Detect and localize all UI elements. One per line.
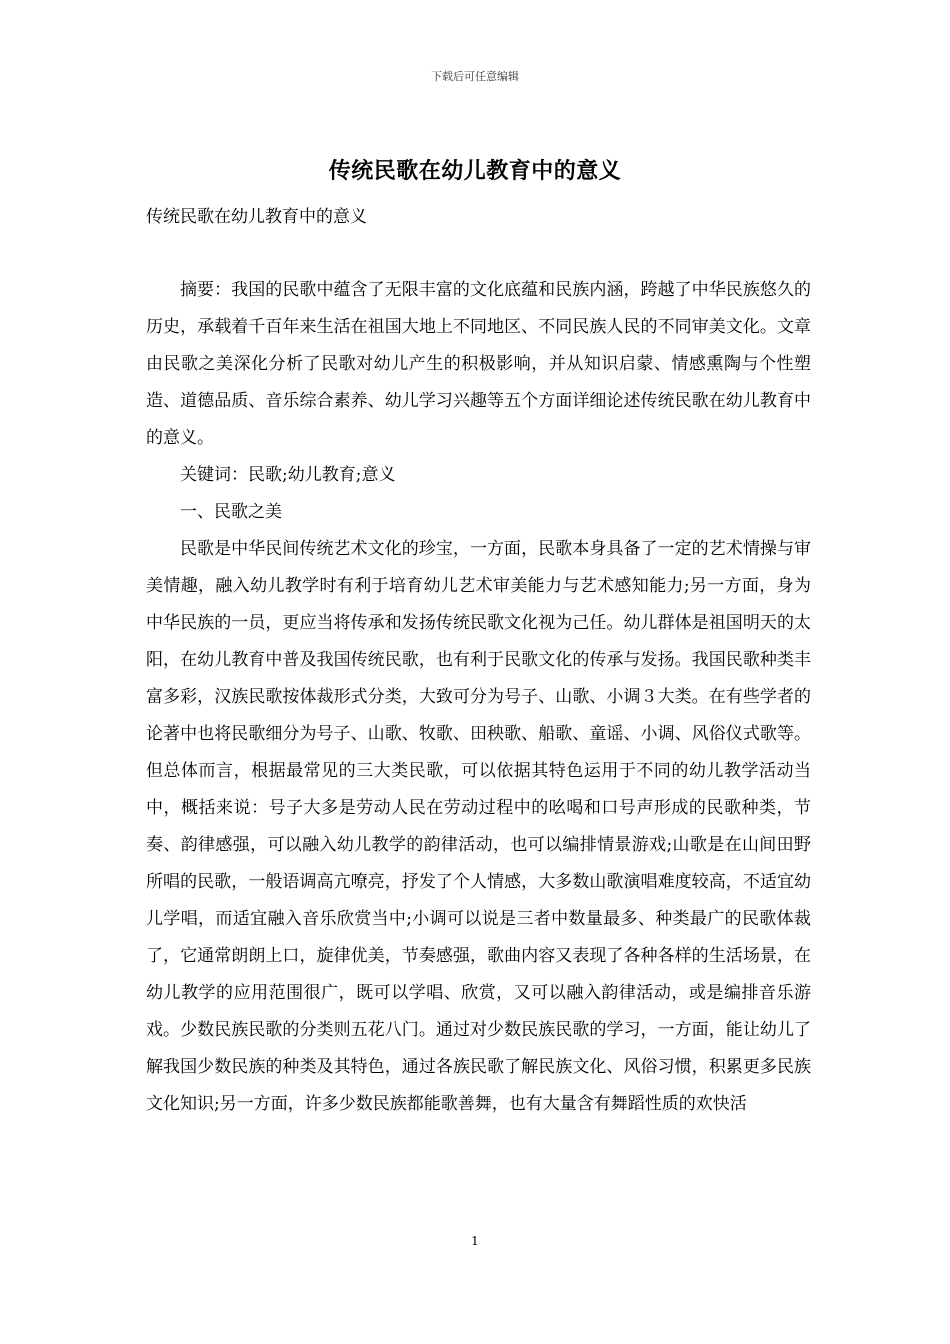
section-heading: 一、民歌之美 — [180, 502, 282, 522]
document-body — [146, 272, 811, 1123]
document-title: 传统民歌在幼儿教育中的意义 — [328, 158, 622, 184]
body-paragraph: 民歌是中华民间传统艺术文化的珍宝，一方面，民歌本身具备了一定的艺术情操与审美情趣，融入幼儿教学时有利于培育幼儿艺术审美能力与艺术感知能力;另一方面，身为中华民族的一员，更应当将传承和发扬传统民歌文化视为己任。幼儿群体是祖国明天的太阳，在幼儿教育中普及我国传统民歌，也有利于民歌文化的传承与发扬。我国民歌种类丰富多彩，汉族民歌按体裁形式分类，大致可分为号子、山歌、小调３大类。在有些学者的论著中也将民歌细分为号子、山歌、牧歌、田秧歌、船歌、童谣、小调、风俗仪式歌等。但总体而言，根据最常见的三大类民歌，可以依据其特色运用于不同的幼儿教学活动当中，概括来说：号子大多是劳动人民在劳动过程中的吆喝和口号声形成的民歌种类，节奏、韵律感强，可以融入幼儿教学的韵律活动，也可以编排情景游戏;山歌是在山间田野所唱的民歌，一般语调高亢嘹亮，抒发了个人情感，大多数山歌演唱难度较高，不适宜幼儿学唱，而适宜融入音乐欣赏当中;小调可以说是三者中数量最多、种类最广的民歌体裁了，它通常朗朗上口，旋律优美，节奏感强，歌曲内容又表现了各种各样的生活场景，在幼儿教学的应用范围很广，既可以学唱、欣赏，又可以融入韵律活动，或是编排音乐游戏。少数民族民歌的分类则五花八门。通过对少数民族民歌的学习，一方面，能让幼儿了解我国少数民族的种类及其特色，通过各族民歌了解民族文化、风俗习惯，积累更多民族文化知识;另一方面，许多少数民族都能歌善舞，也有大量含有舞蹈性质的欢快活 — [146, 539, 811, 1114]
abstract-paragraph: 摘要：我国的民歌中蕴含了无限丰富的文化底蕴和民族内涵，跨越了中华民族悠久的历史，承载着千百年来生活在祖国大地上不同地区、不同民族人民的不同审美文化。文章由民歌之美深化分析了民歌对幼儿产生的积极影响，并从知识启蒙、情感熏陶与个性塑造、道德品质、音乐综合素养、幼儿学习兴趣等五个方面详细论述传统民歌在幼儿教育中的意义。 — [146, 280, 811, 448]
document-subtitle: 传统民歌在幼儿教育中的意义 — [146, 207, 367, 227]
page-header-note: 下载后可任意编辑 — [431, 70, 519, 83]
page-number: 1 — [471, 1234, 479, 1248]
keywords-line: 关键词：民歌;幼儿教育;意义 — [180, 465, 396, 485]
